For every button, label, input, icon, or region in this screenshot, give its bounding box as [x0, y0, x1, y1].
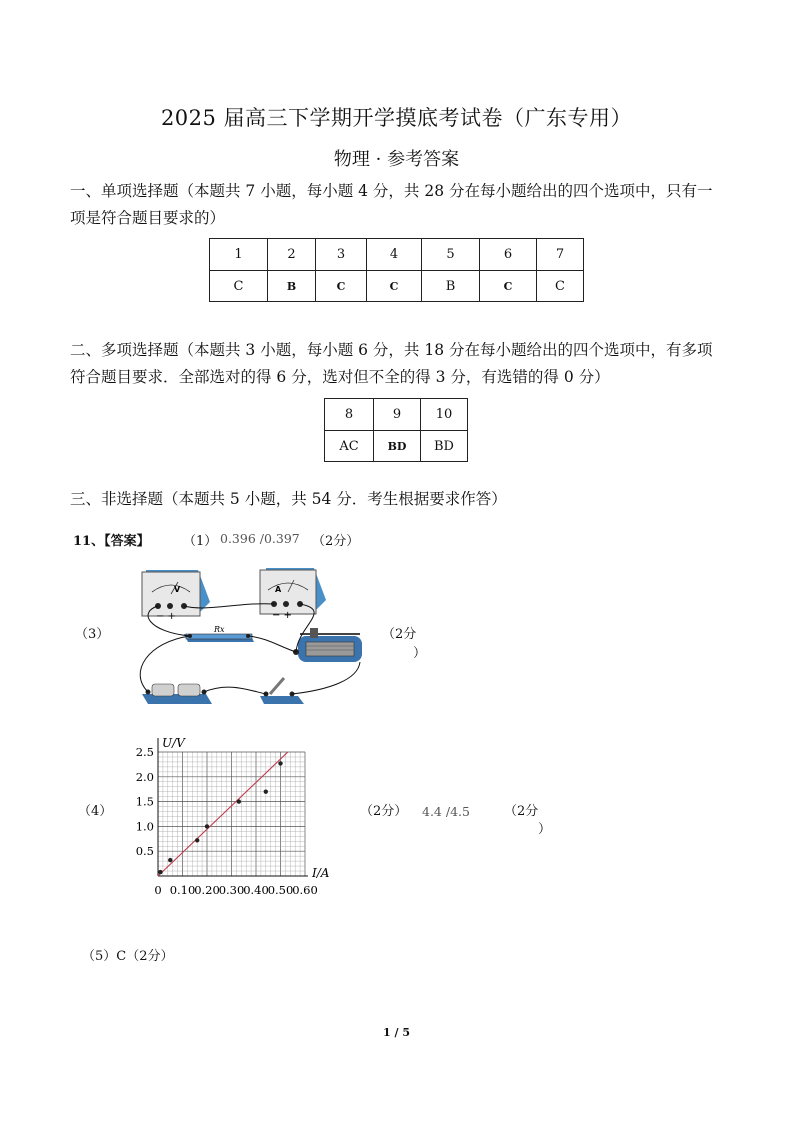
- x-tick-label: 0.60: [292, 883, 318, 897]
- q8-number: 8: [325, 399, 374, 431]
- ammeter: [260, 568, 326, 621]
- section1-instructions: [70, 178, 730, 232]
- q11-part4-label: （4）: [78, 804, 113, 819]
- y-axis-label: U/V: [162, 736, 185, 750]
- q2-number: 2: [268, 239, 316, 271]
- section2-line1: 二、多项选择题（本题共 3 小题，每小题 6 分，共 18 分在每小题给出的四个选项中，有多项: [70, 341, 713, 359]
- q11-part3-score-a: （2分: [382, 627, 417, 642]
- x-tick-label: 0: [154, 883, 162, 897]
- section1-answer-table: [209, 238, 584, 302]
- data-point: [195, 838, 199, 842]
- q10-answer: BD: [421, 431, 468, 462]
- q4-answer: C: [367, 271, 422, 302]
- switch: [260, 678, 304, 704]
- x-tick-label: 0.50: [267, 883, 294, 897]
- data-point: [264, 789, 268, 793]
- q5-number: 5: [422, 239, 480, 271]
- voltmeter: [142, 570, 210, 622]
- svg-text:− +: − +: [272, 610, 292, 621]
- page-number: 1 / 5: [383, 1026, 410, 1039]
- q9-answer: BD: [374, 431, 421, 462]
- ammeter-label: A: [275, 585, 282, 594]
- resistor-label: Rx: [214, 625, 225, 634]
- x-tick-label: 0.10: [169, 883, 196, 897]
- data-point: [237, 799, 241, 803]
- q11-part1-score: （2分）: [312, 534, 360, 549]
- q11-part4-value: 4.4 /4.5: [422, 804, 470, 819]
- q3-answer: C: [316, 271, 367, 302]
- x-tick-label: 0.30: [218, 883, 245, 897]
- section1-line2: 项是符合题目要求的）: [70, 209, 226, 227]
- page-title: 2025 届高三下学期开学摸底考试卷（广东专用）: [160, 106, 633, 130]
- q2-answer: B: [268, 271, 316, 302]
- q7-number: 7: [537, 239, 584, 271]
- q1-answer: C: [210, 271, 268, 302]
- q7-answer: C: [537, 271, 584, 302]
- voltmeter-label: V: [174, 585, 181, 594]
- q4-number: 4: [367, 239, 422, 271]
- circuit-diagram: [128, 562, 376, 712]
- q11-part1-label: （1）: [183, 534, 218, 549]
- q11-label: 11、【答案】: [73, 534, 150, 549]
- q11-part4-score1: （2分）: [360, 804, 408, 819]
- y-tick-label: 0.5: [135, 844, 154, 859]
- section2-answer-table: [324, 398, 468, 462]
- q11-part4-score2-a: （2分: [504, 804, 539, 819]
- data-point: [278, 761, 282, 765]
- q11-part5: （5）C（2分）: [82, 949, 174, 964]
- data-point: [205, 824, 209, 828]
- section2-line2: 符合题目要求．全部选对的得 6 分，选对但不全的得 3 分，有选错的得 0 分）: [70, 368, 610, 386]
- q6-number: 6: [480, 239, 537, 271]
- q6-answer: C: [480, 271, 537, 302]
- x-tick-label: 0.40: [243, 883, 269, 897]
- svg-text:− +: − +: [156, 611, 176, 622]
- q1-number: 1: [210, 239, 268, 271]
- battery: [142, 684, 212, 704]
- y-tick-label: 1.5: [135, 794, 154, 809]
- page-subtitle: 物理 · 参考答案: [333, 149, 460, 170]
- x-tick-label: 0.20: [194, 883, 220, 897]
- q9-number: 9: [374, 399, 421, 431]
- y-tick-label: 1.0: [135, 819, 154, 834]
- q8-answer: AC: [325, 431, 374, 462]
- q3-number: 3: [316, 239, 367, 271]
- u-i-chart: [128, 730, 340, 905]
- y-tick-label: 2.5: [135, 745, 154, 759]
- y-tick-label: 2.0: [135, 769, 154, 784]
- q5-answer: B: [422, 271, 480, 302]
- section1-line1: 一、单项选择题（本题共 7 小题，每小题 4 分，共 28 分在每小题给出的四个选项中，只有一: [70, 182, 713, 200]
- x-axis-label: I/A: [312, 866, 330, 880]
- q11-part1-value: 0.396 /0.397: [220, 531, 300, 546]
- section3-instructions: 三、非选择题（本题共 5 小题，共 54 分．考生根据要求作答）: [70, 490, 507, 508]
- chart-grid: [158, 752, 305, 876]
- q11-part3-label: （3）: [75, 627, 110, 642]
- q11-part3-score-b: ）: [413, 646, 427, 661]
- data-point: [158, 870, 162, 874]
- data-point: [168, 858, 172, 862]
- q11-part4-score2-b: ）: [538, 822, 552, 837]
- resistor-rx: [184, 625, 254, 642]
- q10-number: 10: [421, 399, 468, 431]
- section2-instructions: [70, 337, 740, 391]
